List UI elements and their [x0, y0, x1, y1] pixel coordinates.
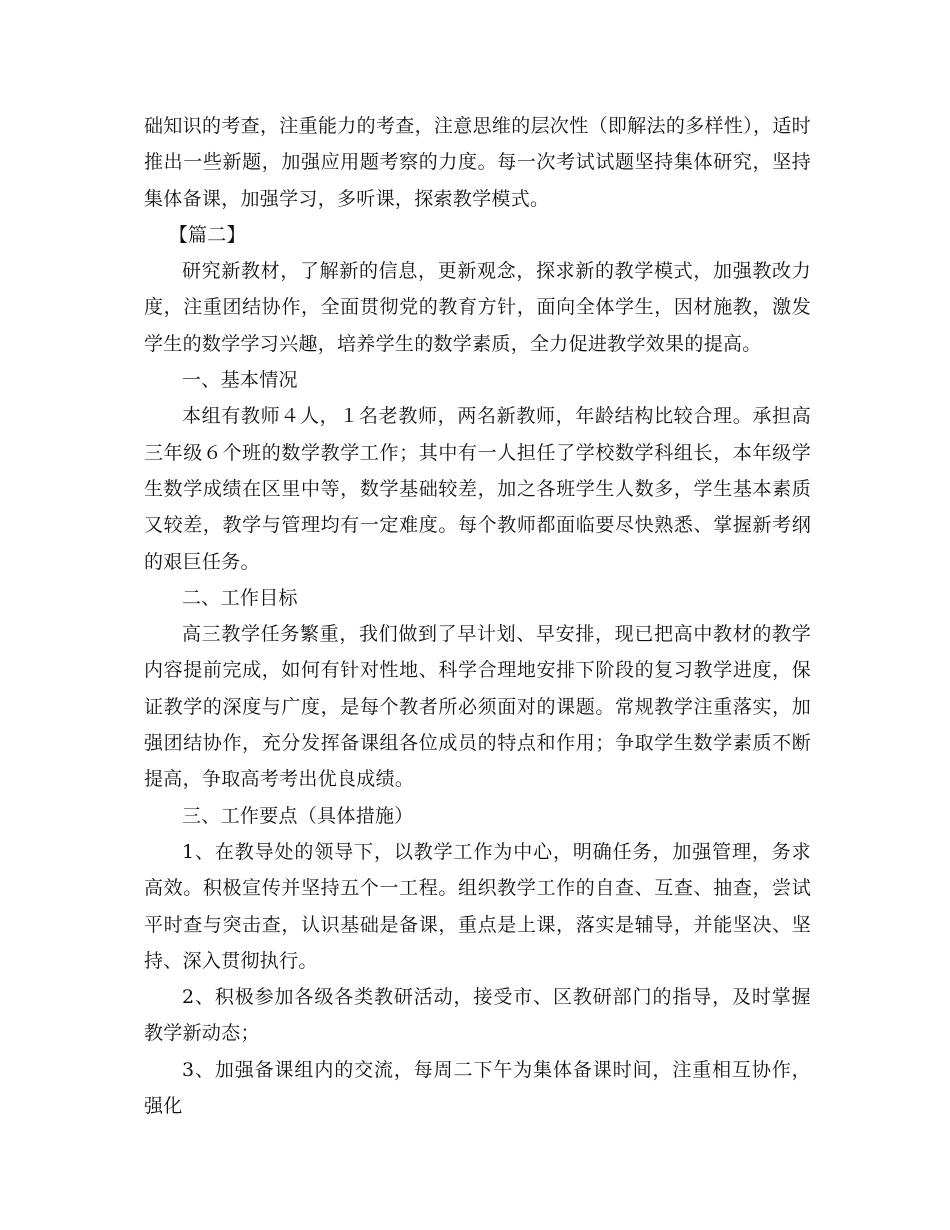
paragraph-intro: 研究新教材，了解新的信息，更新观念，探求新的教学模式，加强教改力度，注重团结协作，全面贯彻党的教育方针，面向全体学生，因材施教，激发学生的数学学习兴趣，培养学生的数学素质，全力促进教学效果的提高。: [144, 260, 811, 355]
heading-work-points: 三、工作要点（具体措施）: [182, 804, 414, 827]
list-item-1: 1、在教导处的领导下，以教学工作为中心，明确任务，加强管理，务求高效。积极宣传并坚持五个一工程。组织教学工作的自查、互查、抽查，尝试平时查与突击查，认识基础是备课，重点是上课，落实是辅导，并能坚决、坚持、深入贯彻执行。: [144, 840, 811, 972]
paragraph-basic-situation: 本组有教师４人，１名老教师，两名新教师，年龄结构比较合理。承担高三年级６个班的数学教学工作；其中有一人担任了学校数学科组长，本年级学生数学成绩在区里中等，数学基础较差，加之各班学生人数多，学生基本素质又较差，教学与管理均有一定难度。每个教师都面临要尽快熟悉、掌握新考纲的艰巨任务。: [144, 405, 811, 573]
heading-basic-situation: 一、基本情况: [182, 369, 298, 392]
paragraph-work-goals: 高三教学任务繁重，我们做到了早计划、早安排，现已把高中教材的教学内容提前完成，如何有针对性地、科学合理地安排下阶段的复习教学进度，保证教学的深度与广度，是每个教者所必须面对的课题。常规教学注重落实，加强团结协作，充分发挥备课组各位成员的特点和作用；争取学生数学素质不断提高，争取高考考出优良成绩。: [144, 623, 811, 791]
list-item-3: 3、加强备课组内的交流，每周二下午为集体备课时间，注重相互协作，强化: [144, 1058, 811, 1118]
heading-work-goals: 二、工作目标: [182, 586, 298, 609]
section-heading-part-two: 【篇二】: [168, 223, 246, 246]
paragraph-continuation: 础知识的考查，注重能力的考查，注意思维的层次性（即解法的多样性），适时推出一些新题，加强应用题考察的力度。每一次考试试题坚持集体研究，坚持集体备课，加强学习，多听课，探索教学模式。: [144, 115, 811, 210]
list-item-2: 2、积极参加各级各类教研活动，接受市、区教研部门的指导，及时掌握教学新动态；: [144, 986, 811, 1045]
document-page: [144, 108, 811, 1124]
